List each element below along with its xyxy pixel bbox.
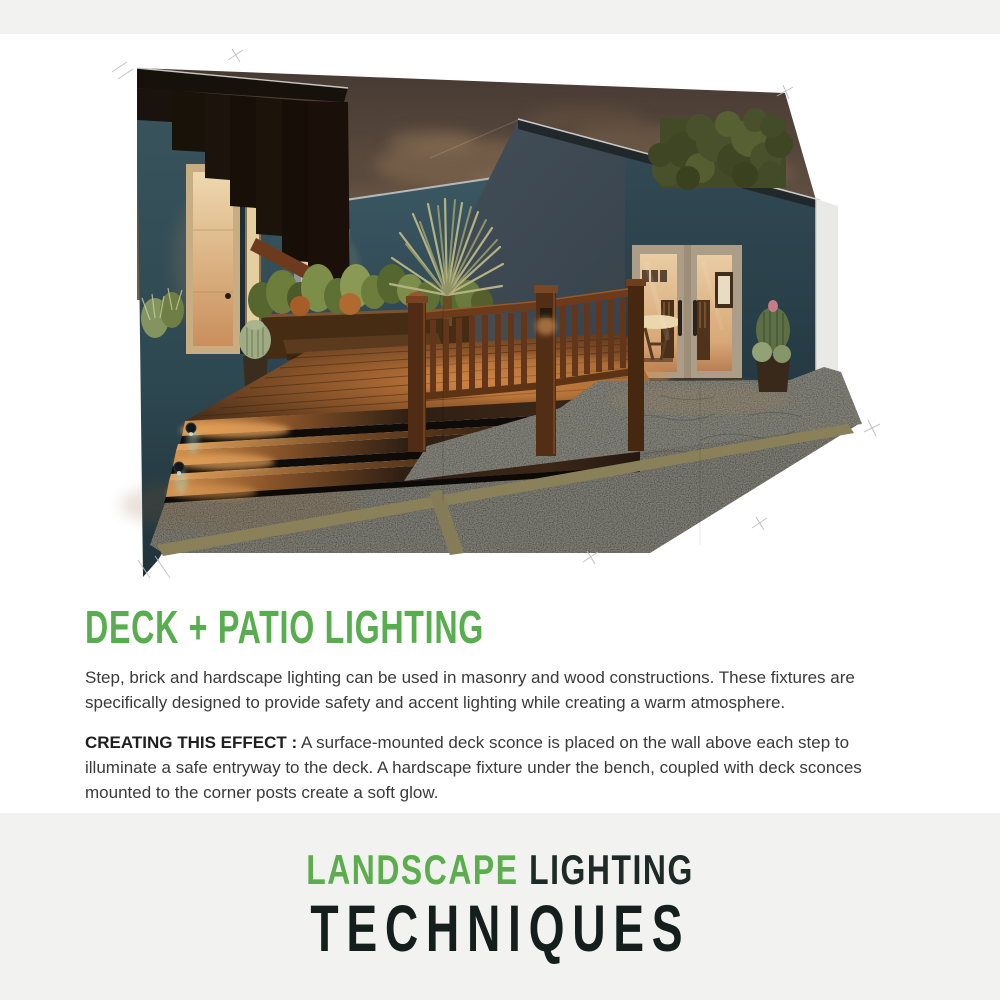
footer-title-text: TECHNIQUES <box>310 891 690 965</box>
brand-word-lighting: LIGHTING <box>529 846 694 893</box>
intro-paragraph: Step, brick and hardscape lighting can be used in masonry and wood constructions. These fixtures are specifically designed to provide safety and accent lighting while creating a warm atmosphere. <box>85 668 855 712</box>
article-text-section <box>85 601 923 805</box>
effect-text: A surface-mounted deck sconce is placed on the wall above each step to illuminate a safe entryway to the deck. A hardscape fixture under the bench, coupled with deck sconces mounted to the corner posts create a soft glow. <box>85 733 862 802</box>
page-title-text: DECK + PATIO LIGHTING <box>85 601 485 653</box>
brand-line <box>0 846 1000 893</box>
page-title <box>85 601 923 653</box>
footer-brand-band <box>0 813 1000 1000</box>
effect-paragraph <box>85 730 923 805</box>
hedge-tree <box>648 108 793 190</box>
footer-title <box>0 891 1000 965</box>
effect-label: CREATING THIS EFFECT : <box>85 733 298 752</box>
cutaway-wall-panel <box>816 199 838 382</box>
brand-word-landscape: LANDSCAPE <box>306 846 519 893</box>
